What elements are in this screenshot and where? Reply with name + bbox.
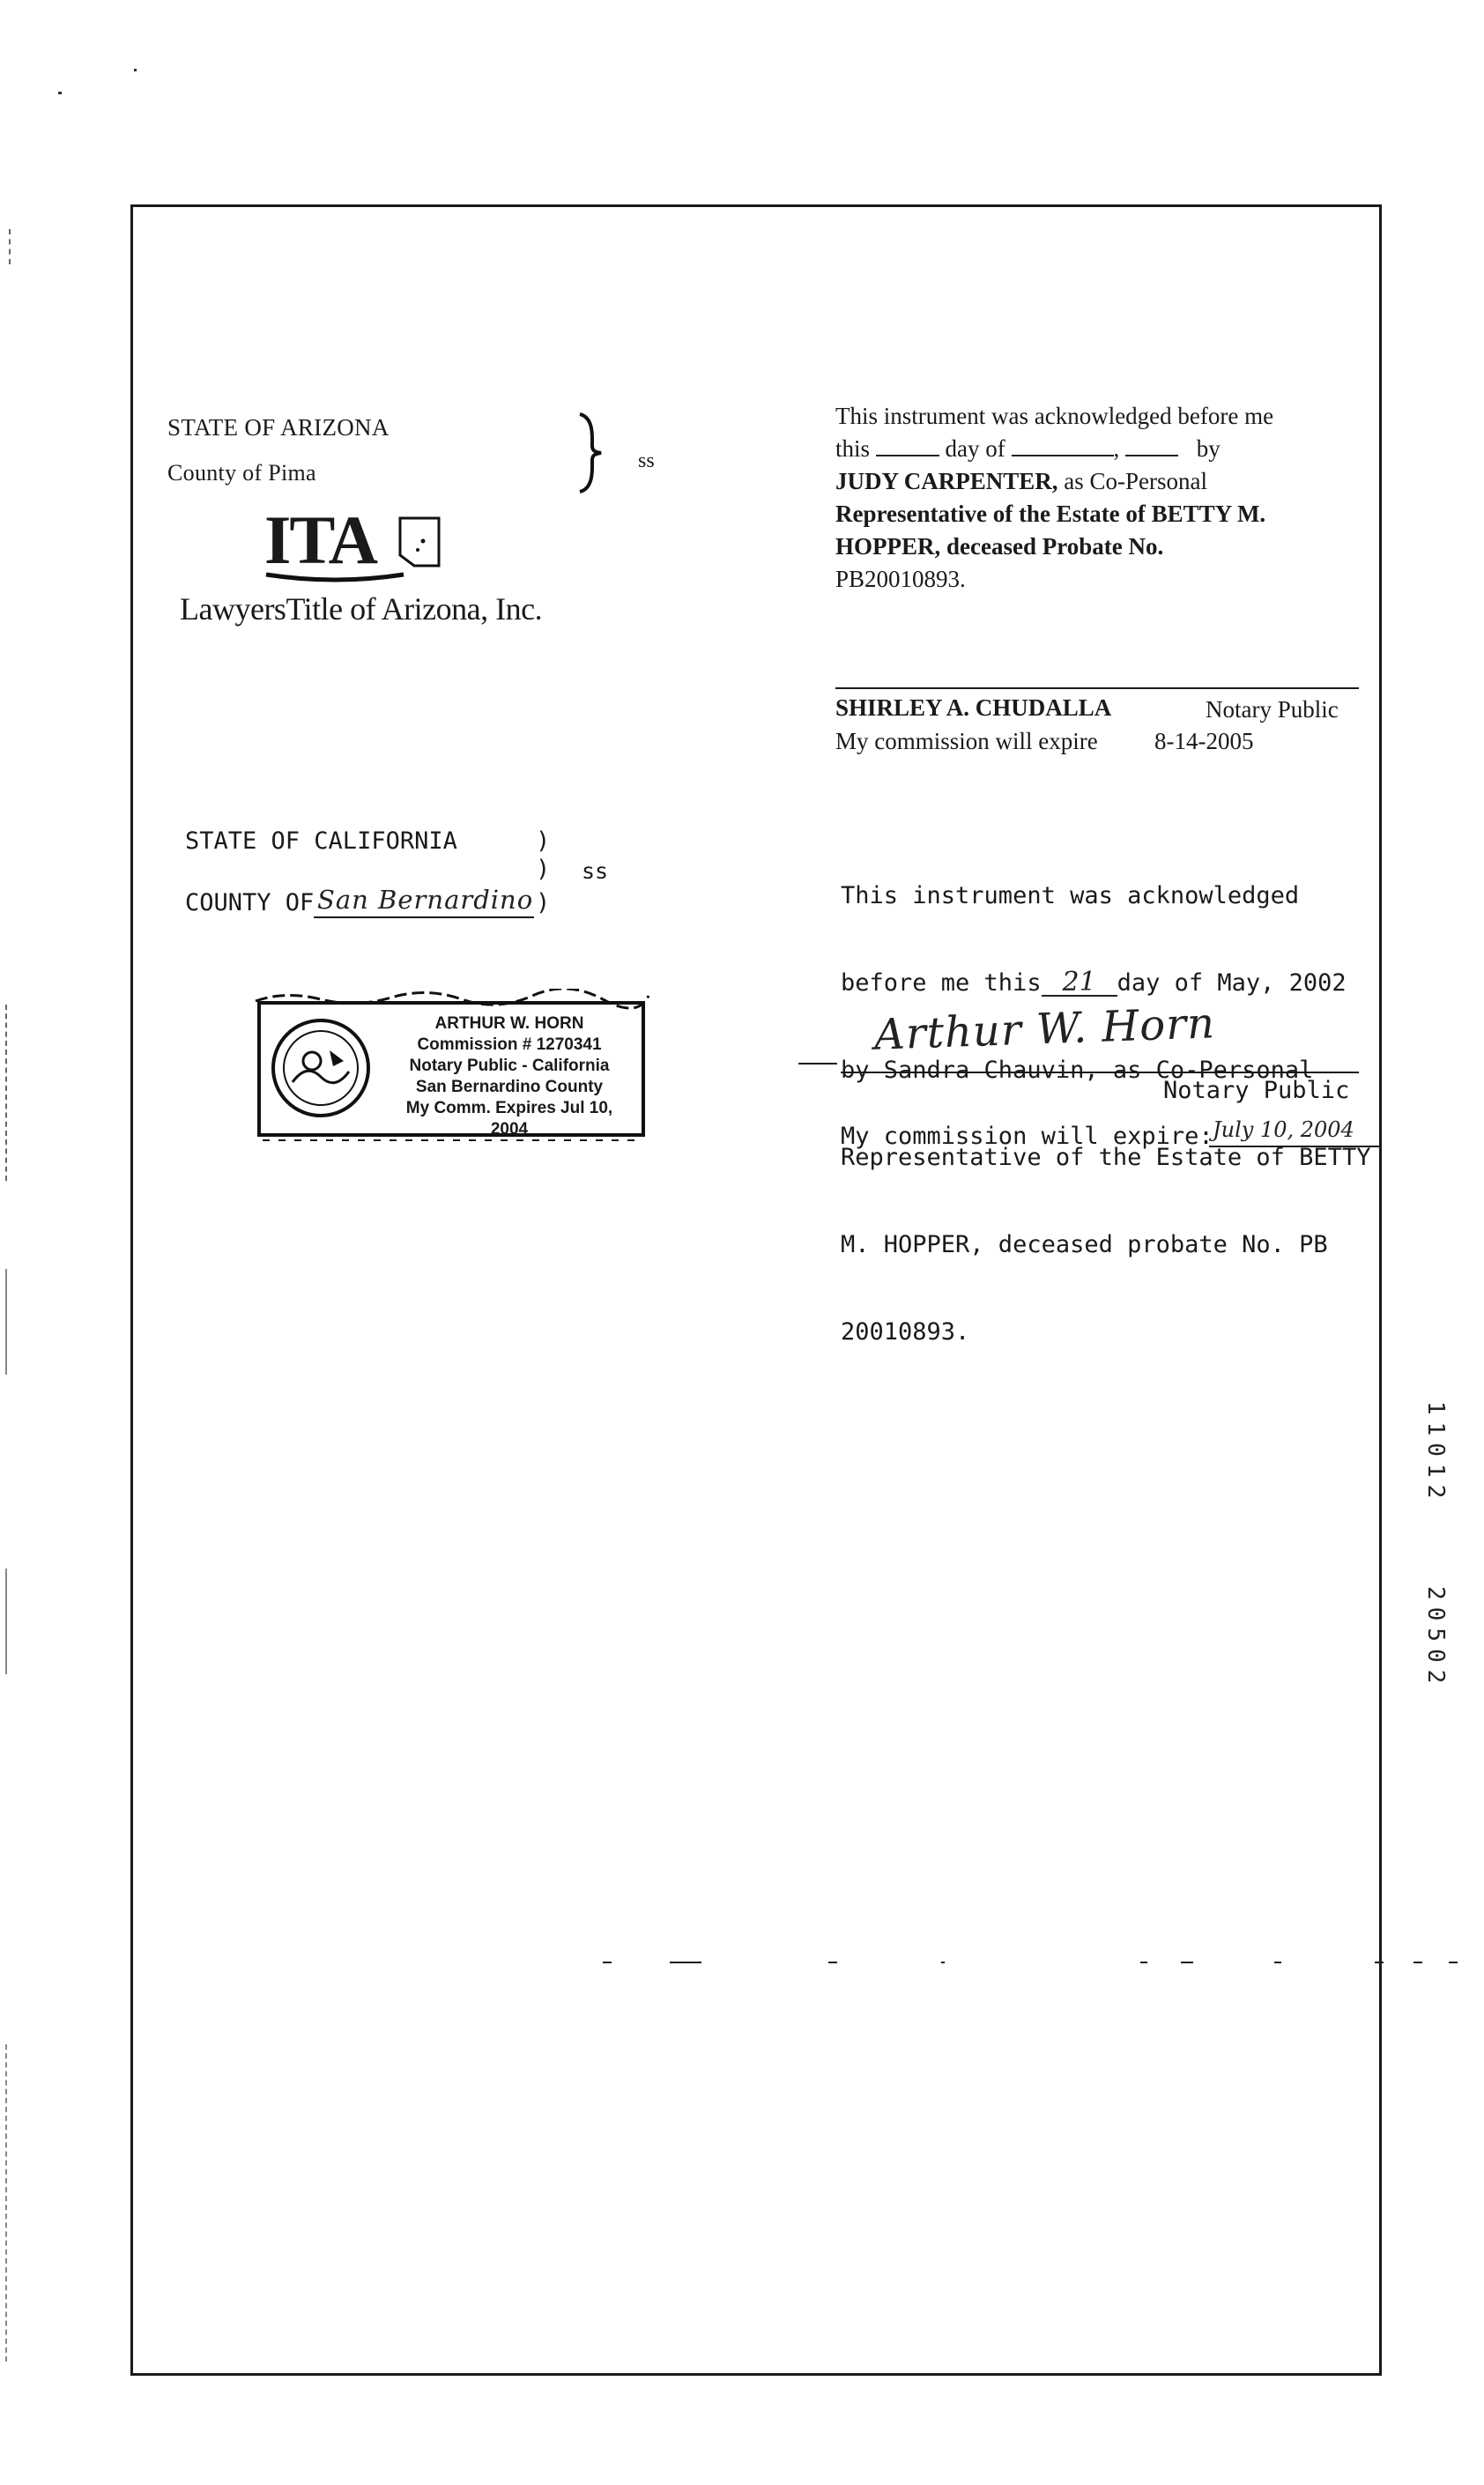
az-ack-role: as Co-Personal — [1064, 468, 1207, 494]
stamp-county: San Bernardino County — [415, 1078, 604, 1096]
arizona-brace — [573, 411, 608, 493]
az-ack-line3 — [835, 465, 1399, 498]
california-ss: ss — [582, 858, 609, 884]
scan-margin-mark — [5, 1569, 7, 1674]
az-signature-line — [835, 687, 1359, 689]
ca-ack-line6: 20010893. — [841, 1318, 970, 1346]
scan-dash — [670, 1962, 701, 1963]
az-day-blank — [876, 434, 939, 456]
scan-dash — [1181, 1962, 1193, 1963]
ca-notary-title: Notary Public — [1163, 1077, 1350, 1104]
california-state-label: STATE OF CALIFORNIA — [185, 827, 457, 855]
california-county-label: COUNTY OF — [185, 889, 315, 916]
california-paren-3: ) — [536, 889, 551, 916]
ca-ack-line5: M. HOPPER, deceased probate No. PB — [841, 1231, 1328, 1258]
az-ack-line1: This instrument was acknowledged before me — [835, 403, 1274, 429]
california-county-handwritten: San Bernardino — [317, 885, 534, 915]
notary-signature: Arthur W. Horn — [873, 998, 1216, 1060]
california-paren-2: ) — [536, 856, 551, 883]
ca-ack-line2-post: day of May, 2002 — [1117, 969, 1347, 997]
ca-commission-handwritten: July 10, 2004 — [1213, 1117, 1354, 1142]
side-number-top: 11012 — [1422, 1401, 1449, 1506]
stamp-title: Notary Public - California — [409, 1057, 610, 1075]
ita-logo-mark: ITA — [264, 501, 376, 578]
ca-ack-line2 — [841, 968, 1370, 998]
stamp-name: ARTHUR W. HORN — [434, 1014, 584, 1033]
ca-ack-day-handwritten: 21 — [1042, 970, 1117, 997]
stamp-text — [390, 1013, 629, 1140]
scan-margin-mark — [5, 2044, 7, 2362]
ca-signature-line — [841, 1072, 1359, 1073]
ita-swoosh — [264, 571, 405, 585]
notary-stamp — [250, 989, 656, 1147]
signature-lead-mark — [798, 1063, 837, 1064]
arizona-acknowledgment — [835, 400, 1399, 596]
california-paren-1: ) — [536, 827, 551, 855]
az-ack-name: JUDY CARPENTER, — [835, 468, 1058, 494]
scan-margin-mark — [5, 1005, 7, 1181]
ca-commission-label: My commission will expire: — [841, 1123, 1213, 1150]
az-ack-line6: PB20010893. — [835, 566, 966, 592]
ca-ack-line1: This instrument was acknowledged — [841, 882, 1300, 909]
stamp-commission: Commission # 1270341 — [417, 1035, 602, 1054]
ita-company-name: LawyersTitle of Arizona, Inc. — [180, 591, 543, 627]
az-ack-this: this — [835, 435, 871, 462]
scan-dash — [1274, 1962, 1281, 1963]
az-notary-title: Notary Public — [1206, 696, 1339, 723]
arizona-state-label: STATE OF ARIZONA — [167, 414, 390, 441]
scan-dash — [603, 1962, 612, 1963]
az-ack-line4: Representative of the Estate of BETTY M. — [835, 501, 1266, 527]
scan-margin-mark — [9, 229, 11, 264]
az-commission-date: 8-14-2005 — [1154, 728, 1254, 754]
ca-ack-line4: Representative of the Estate of BETTY — [841, 1144, 1371, 1171]
ca-ack-line2-pre: before me this — [841, 969, 1042, 997]
scan-dash — [1375, 1962, 1384, 1963]
arizona-ss: ss — [638, 449, 655, 472]
stamp-expires: My Comm. Expires Jul 10, 2004 — [405, 1099, 613, 1139]
az-notary-name: SHIRLEY A. CHUDALLA — [835, 694, 1112, 721]
scan-speck — [58, 92, 62, 94]
side-number-bottom: 20502 — [1422, 1586, 1449, 1691]
scan-dash — [1414, 1962, 1422, 1963]
az-ack-comma: , — [1113, 435, 1120, 462]
az-month-blank — [1012, 434, 1114, 456]
az-ack-day-of: day of — [945, 435, 1005, 462]
scan-speck — [134, 69, 137, 71]
arizona-map-icon — [395, 515, 446, 569]
ca-commission-underline — [1209, 1146, 1382, 1147]
scan-dash — [828, 1962, 837, 1963]
arizona-county-label: County of Pima — [167, 460, 316, 486]
california-county-underline — [314, 916, 534, 918]
az-ack-line5: HOPPER, deceased Probate No. — [835, 533, 1164, 560]
az-ack-line2 — [835, 433, 1399, 465]
az-year-blank — [1125, 434, 1178, 456]
scan-dash — [1140, 1962, 1147, 1963]
az-commission-label: My commission will expire — [835, 728, 1098, 754]
ita-logo — [264, 502, 458, 590]
scan-margin-mark — [5, 1269, 7, 1375]
scan-dash — [941, 1962, 945, 1963]
az-ack-by: by — [1196, 435, 1221, 462]
california-seal-icon — [268, 1015, 374, 1121]
scan-dash — [1449, 1962, 1458, 1963]
ca-ack-line3: by Sandra Chauvin, as Co-Personal — [841, 1057, 1314, 1084]
